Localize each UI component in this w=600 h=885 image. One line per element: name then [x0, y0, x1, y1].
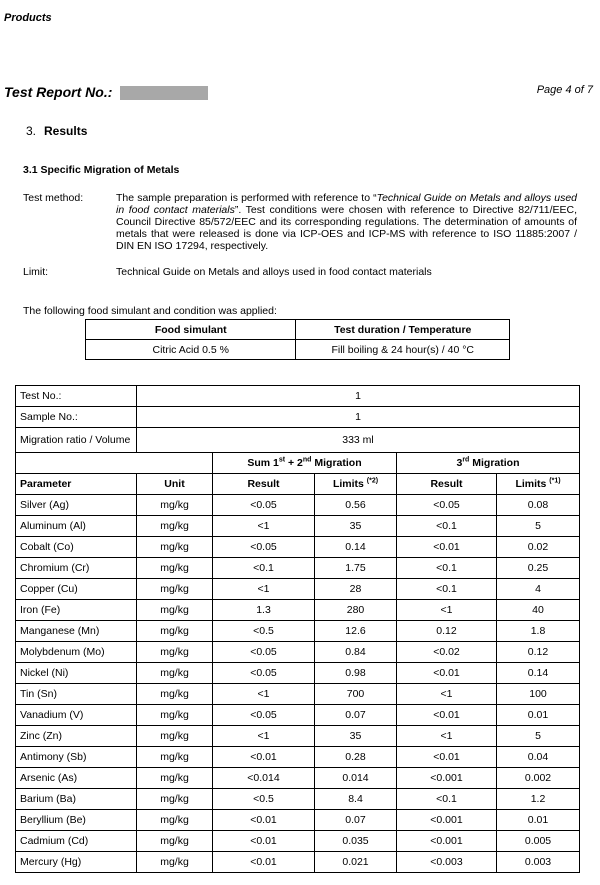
limit-sum-cell: 0.07: [315, 705, 397, 726]
migration-group-header-row: [16, 453, 580, 474]
result-sum-cell: <0.5: [213, 789, 315, 810]
result-sum-cell: <1: [213, 726, 315, 747]
result-header-3: Result: [397, 474, 497, 495]
table-row: [16, 810, 580, 831]
limit-sum-cell: 12.6: [315, 621, 397, 642]
limits-header-3: [497, 474, 580, 495]
parameter-cell: Vanadium (V): [16, 705, 137, 726]
limit-third-cell: 5: [497, 516, 580, 537]
food-simulant-table: [85, 319, 510, 360]
table-row: [16, 852, 580, 873]
group2-sup-rd: rd: [462, 456, 470, 464]
unit-cell: mg/kg: [137, 600, 213, 621]
food-simulant-value: Citric Acid 0.5 %: [86, 340, 296, 360]
result-sum-cell: <0.05: [213, 495, 315, 516]
limit-third-cell: 0.25: [497, 558, 580, 579]
parameter-cell: Beryllium (Be): [16, 810, 137, 831]
unit-cell: mg/kg: [137, 768, 213, 789]
result-third-cell: <0.003: [397, 852, 497, 873]
group1-text-a: Sum 1: [247, 457, 279, 469]
food-table-row: [86, 340, 510, 360]
table-row: [16, 537, 580, 558]
result-third-cell: <0.1: [397, 558, 497, 579]
limits-note-1: (*2): [366, 477, 379, 485]
result-third-cell: <1: [397, 726, 497, 747]
table-row: [16, 579, 580, 600]
table-row: [16, 705, 580, 726]
limit-sum-cell: 280: [315, 600, 397, 621]
result-sum-cell: <0.05: [213, 705, 315, 726]
parameter-cell: Arsenic (As): [16, 768, 137, 789]
method-text-italic: Technical Guide on Metals and alloys used in food contact materials: [116, 192, 578, 216]
table-row: [16, 621, 580, 642]
result-sum-cell: <0.014: [213, 768, 315, 789]
result-sum-cell: <0.01: [213, 747, 315, 768]
parameter-cell: Nickel (Ni): [16, 663, 137, 684]
result-third-cell: <0.001: [397, 831, 497, 852]
parameter-cell: Manganese (Mn): [16, 621, 137, 642]
table-row: [16, 516, 580, 537]
table-row: [16, 747, 580, 768]
limit-third-cell: 1.8: [497, 621, 580, 642]
sample-no-label: Sample No.:: [16, 407, 137, 428]
limit-sum-cell: 1.75: [315, 558, 397, 579]
result-sum-cell: <1: [213, 579, 315, 600]
test-no-value: 1: [137, 386, 580, 407]
result-third-cell: <0.01: [397, 705, 497, 726]
parameter-cell: Copper (Cu): [16, 579, 137, 600]
result-sum-cell: <0.01: [213, 831, 315, 852]
migration-results-table: [15, 385, 580, 873]
result-sum-cell: 1.3: [213, 600, 315, 621]
unit-cell: mg/kg: [137, 642, 213, 663]
unit-cell: mg/kg: [137, 831, 213, 852]
food-table-header-row: [86, 320, 510, 340]
parameter-cell: Molybdenum (Mo): [16, 642, 137, 663]
limits-header-1: [315, 474, 397, 495]
limit-sum-cell: 0.014: [315, 768, 397, 789]
limit-third-cell: 40: [497, 600, 580, 621]
group1-sup-st: st: [278, 456, 286, 464]
limit-sum-cell: 0.56: [315, 495, 397, 516]
parameter-cell: Iron (Fe): [16, 600, 137, 621]
sum-first-second-migration-header: [213, 453, 397, 474]
limit-third-cell: 0.04: [497, 747, 580, 768]
result-sum-cell: <0.1: [213, 558, 315, 579]
result-third-cell: <0.02: [397, 642, 497, 663]
table-row: [16, 726, 580, 747]
column-header-row: [16, 474, 580, 495]
parameter-cell: Mercury (Hg): [16, 852, 137, 873]
method-text-pre: The sample preparation is performed with reference to “: [116, 192, 377, 204]
limit-sum-cell: 0.28: [315, 747, 397, 768]
limit-third-cell: 5: [497, 726, 580, 747]
unit-cell: mg/kg: [137, 663, 213, 684]
limit-text: Technical Guide on Metals and alloys used in food contact materials: [116, 266, 432, 278]
unit-cell: mg/kg: [137, 684, 213, 705]
products-header: Products: [4, 12, 52, 24]
parameter-cell: Chromium (Cr): [16, 558, 137, 579]
limit-sum-cell: 0.035: [315, 831, 397, 852]
result-sum-cell: <0.05: [213, 537, 315, 558]
limit-sum-cell: 35: [315, 726, 397, 747]
limit-third-cell: 100: [497, 684, 580, 705]
result-third-cell: <0.01: [397, 747, 497, 768]
third-migration-header: [397, 453, 580, 474]
result-sum-cell: <1: [213, 684, 315, 705]
limit-sum-cell: 0.84: [315, 642, 397, 663]
result-sum-cell: <0.05: [213, 663, 315, 684]
limit-label: Limit:: [23, 266, 49, 278]
limit-third-cell: 0.14: [497, 663, 580, 684]
unit-cell: mg/kg: [137, 621, 213, 642]
unit-header: Unit: [137, 474, 213, 495]
unit-cell: mg/kg: [137, 516, 213, 537]
group-header-spacer: [16, 453, 213, 474]
migration-ratio-label: Migration ratio / Volume: [16, 428, 137, 453]
test-duration-value: Fill boiling & 24 hour(s) / 40 °C: [296, 340, 510, 360]
table-row: [16, 768, 580, 789]
table-row: [16, 600, 580, 621]
parameter-header: Parameter: [16, 474, 137, 495]
group1-text-b: + 2: [285, 457, 303, 469]
parameter-cell: Tin (Sn): [16, 684, 137, 705]
limit-third-cell: 0.08: [497, 495, 580, 516]
migration-ratio-row: [16, 428, 580, 453]
result-third-cell: <0.05: [397, 495, 497, 516]
limit-sum-cell: 0.98: [315, 663, 397, 684]
redacted-report-number: [120, 86, 208, 100]
unit-cell: mg/kg: [137, 495, 213, 516]
limits-note-3: (*1): [549, 477, 561, 485]
page-number: Page 4 of 7: [536, 84, 593, 96]
food-simulant-header: Food simulant: [86, 320, 296, 340]
test-no-row: [16, 386, 580, 407]
report-number-label: Test Report No.:: [4, 84, 113, 100]
parameter-cell: Aluminum (Al): [16, 516, 137, 537]
limit-sum-cell: 8.4: [315, 789, 397, 810]
result-third-cell: <0.001: [397, 768, 497, 789]
group2-text-b: Migration: [469, 457, 520, 469]
migration-ratio-value: 333 ml: [137, 428, 580, 453]
table-row: [16, 789, 580, 810]
limit-third-cell: 0.12: [497, 642, 580, 663]
table-row: [16, 495, 580, 516]
table-row: [16, 831, 580, 852]
unit-cell: mg/kg: [137, 852, 213, 873]
method-text-post: ”. Test conditions were chosen with reference to Directive 82/711/EEC, Council Directive 85/572/EEC and its corresponding regulations. The determination of amounts of metals that were released is done via ICP-OES and ICP-MS with reference to ISO 11885:2007 / DIN EN ISO 17294, respectively.: [116, 204, 577, 252]
section-title: Results: [44, 124, 88, 138]
result-sum-cell: <0.5: [213, 621, 315, 642]
sample-no-row: [16, 407, 580, 428]
test-method-text: [116, 192, 577, 252]
result-third-cell: <0.001: [397, 810, 497, 831]
result-third-cell: <0.1: [397, 516, 497, 537]
limit-sum-cell: 28: [315, 579, 397, 600]
table-row: [16, 684, 580, 705]
section-number: 3.: [26, 124, 37, 138]
result-header-1: Result: [213, 474, 315, 495]
limits-label-1: Limits: [332, 478, 364, 490]
limit-sum-cell: 0.021: [315, 852, 397, 873]
result-sum-cell: <0.05: [213, 642, 315, 663]
limit-sum-cell: 0.14: [315, 537, 397, 558]
limit-third-cell: 0.01: [497, 810, 580, 831]
limit-third-cell: 0.02: [497, 537, 580, 558]
unit-cell: mg/kg: [137, 747, 213, 768]
group1-text-c: Migration: [311, 457, 362, 469]
limit-third-cell: 0.01: [497, 705, 580, 726]
result-third-cell: <1: [397, 600, 497, 621]
test-no-label: Test No.:: [16, 386, 137, 407]
table-row: [16, 642, 580, 663]
unit-cell: mg/kg: [137, 537, 213, 558]
limit-third-cell: 0.003: [497, 852, 580, 873]
parameter-cell: Barium (Ba): [16, 789, 137, 810]
result-sum-cell: <0.01: [213, 810, 315, 831]
limit-third-cell: 0.002: [497, 768, 580, 789]
result-sum-cell: <1: [213, 516, 315, 537]
table-row: [16, 663, 580, 684]
limit-third-cell: 1.2: [497, 789, 580, 810]
parameter-cell: Cadmium (Cd): [16, 831, 137, 852]
parameter-cell: Zinc (Zn): [16, 726, 137, 747]
unit-cell: mg/kg: [137, 810, 213, 831]
subsection-title: 3.1 Specific Migration of Metals: [23, 164, 180, 176]
test-duration-header: Test duration / Temperature: [296, 320, 510, 340]
limit-third-cell: 0.005: [497, 831, 580, 852]
result-third-cell: <0.01: [397, 537, 497, 558]
test-method-label: Test method:: [23, 192, 84, 204]
unit-cell: mg/kg: [137, 789, 213, 810]
group2-text-a: 3: [456, 457, 463, 469]
result-sum-cell: <0.01: [213, 852, 315, 873]
parameter-cell: Antimony (Sb): [16, 747, 137, 768]
unit-cell: mg/kg: [137, 705, 213, 726]
limit-sum-cell: 35: [315, 516, 397, 537]
section-heading: [26, 124, 87, 138]
parameter-cell: Silver (Ag): [16, 495, 137, 516]
unit-cell: mg/kg: [137, 579, 213, 600]
limit-sum-cell: 700: [315, 684, 397, 705]
result-third-cell: <1: [397, 684, 497, 705]
applied-conditions-text: The following food simulant and condition was applied:: [23, 305, 277, 317]
parameter-cell: Cobalt (Co): [16, 537, 137, 558]
result-third-cell: 0.12: [397, 621, 497, 642]
unit-cell: mg/kg: [137, 558, 213, 579]
limits-label-3: Limits: [515, 478, 547, 490]
result-third-cell: <0.1: [397, 579, 497, 600]
result-third-cell: <0.1: [397, 789, 497, 810]
table-row: [16, 558, 580, 579]
limit-sum-cell: 0.07: [315, 810, 397, 831]
result-third-cell: <0.01: [397, 663, 497, 684]
limit-third-cell: 4: [497, 579, 580, 600]
unit-cell: mg/kg: [137, 726, 213, 747]
sample-no-value: 1: [137, 407, 580, 428]
group1-sup-nd: nd: [302, 456, 312, 464]
